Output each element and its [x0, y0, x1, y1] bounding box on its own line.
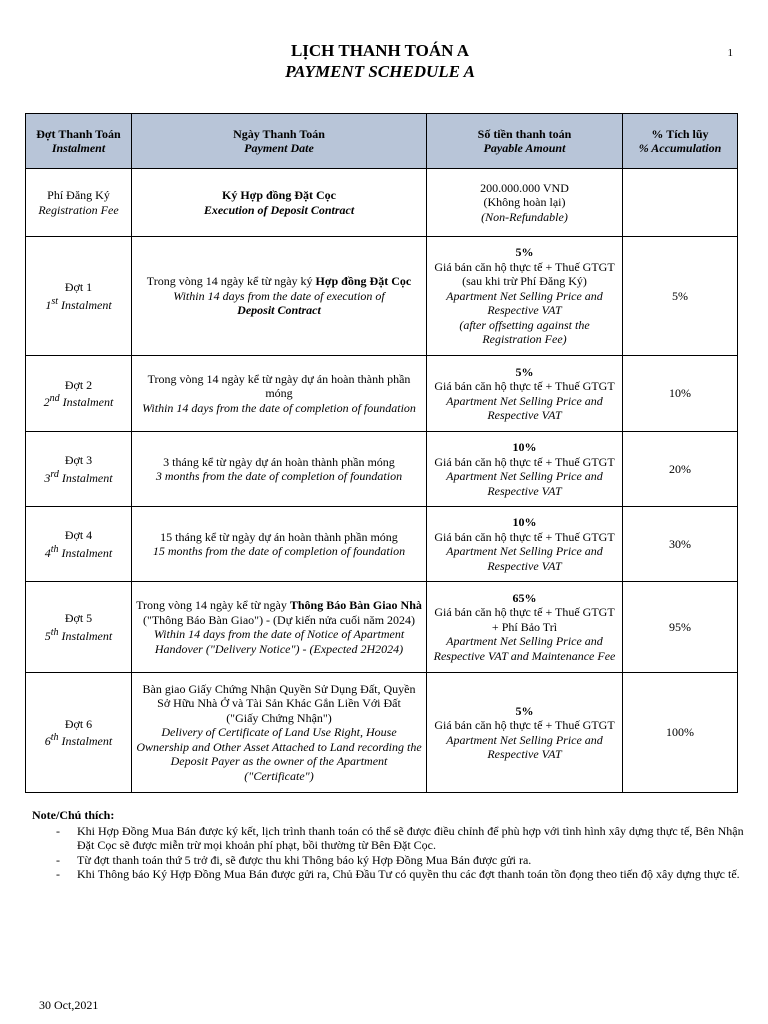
page-number: 1 — [727, 47, 733, 59]
header-payment-date-en: Payment Date — [244, 141, 314, 155]
instalment-label-vi: Đợt 1 — [64, 280, 93, 294]
payment-date-vi: Trong vòng 14 ngày kể từ ngày ký Hợp đồng Đặt Cọc — [146, 274, 412, 289]
bullet-dash: - — [56, 823, 60, 838]
payment-date-en-bold: Deposit Contract — [237, 303, 321, 318]
payment-date-cell — [132, 169, 427, 237]
instalment-label-en: 1st Instalment — [45, 295, 112, 312]
amount-desc-en: Apartment Net Selling Price and Respective VAT — [446, 469, 603, 498]
amount-desc-en: Apartment Net Selling Price and Respective VAT — [446, 732, 603, 761]
payment-date-en: Delivery of Certificate of Land Use Right, House Ownership and Other Asset Attached to Land recording the Deposit Payer as the owner of the Apartment ("Certificate") — [136, 725, 422, 783]
payable-amount-cell — [427, 582, 623, 673]
instalment-cell — [26, 356, 132, 432]
header-accumulation — [623, 114, 738, 169]
amount-desc-en: Apartment Net Selling Price and Respective VAT — [446, 393, 603, 422]
instalment-label-en: 4th Instalment — [44, 543, 113, 560]
amount-desc-en-note: (after offsetting against the Registration Fee) — [459, 317, 590, 347]
payable-amount-cell — [427, 356, 623, 432]
title-english: PAYMENT SCHEDULE A — [285, 62, 475, 81]
payment-date-en: Within 14 days from the date of execution of — [173, 288, 385, 303]
instalment-label-en: 6th Instalment — [44, 732, 113, 748]
instalment-cell — [26, 169, 132, 237]
amount-desc-en: Apartment Net Selling Price and Respective VAT — [446, 288, 603, 318]
payment-date-cell — [132, 432, 427, 507]
bullet-dash: - — [56, 867, 60, 881]
payment-date-vi: Trong vòng 14 ngày kể từ ngày Thông Báo Bàn Giao Nhà ("Thông Báo Bàn Giao") - (Dự kiến nửa cuối năm 2024) — [136, 598, 422, 627]
document-title — [0, 40, 760, 82]
note-item — [32, 824, 752, 853]
note-item — [32, 867, 752, 882]
header-accumulation-en: % Accumulation — [638, 141, 722, 155]
header-payable-amount-vi: Số tiền thanh toán — [477, 126, 572, 141]
instalment-label-vi: Đợt 3 — [64, 453, 93, 467]
payment-date-en: Within 14 days from the date of completion of foundation — [142, 400, 416, 415]
note-text: Khi Thông báo Ký Hợp Đồng Mua Bán được gửi ra, Chủ Đầu Tư có quyền thu các đợt thanh toán tồn đọng theo tiến độ xây dựng thực tế. — [77, 867, 740, 881]
payment-date-cell — [132, 582, 427, 673]
notes-heading: Note/Chú thích: — [32, 808, 115, 822]
instalment-cell — [26, 673, 132, 793]
amount-note-en: (Non-Refundable) — [481, 209, 568, 224]
payable-amount-cell — [427, 432, 623, 507]
bullet-dash: - — [56, 852, 60, 867]
payment-date-vi: Bàn giao Giấy Chứng Nhận Quyền Sử Dụng Đất, Quyền Sở Hữu Nhà Ở và Tài Sản Khác Gắn Liền Với Đất — [142, 681, 416, 711]
amount-desc-en: Apartment Net Selling Price and Respective VAT and Maintenance Fee — [433, 634, 616, 663]
payment-date-cell — [132, 356, 427, 432]
table-row-instalment-1 — [26, 237, 738, 356]
amount-percent: 5% — [515, 703, 534, 718]
amount-desc-vi-note: (sau khi trừ Phí Đăng Ký) — [462, 274, 587, 289]
table-row-instalment-3 — [26, 432, 738, 507]
payment-date-vi-note: ("Giấy Chứng Nhận") — [226, 710, 332, 725]
title-vietnamese: LỊCH THANH TOÁN A — [290, 41, 470, 60]
table-row-instalment-5 — [26, 582, 738, 673]
note-text: Từ đợt thanh toán thứ 5 trở đi, sẽ được thu khi Thông báo ký Hợp Đồng Mua Bán được gửi ra. — [77, 852, 532, 867]
payment-date-cell — [132, 237, 427, 356]
table-row-instalment-2 — [26, 356, 738, 432]
amount-desc-en: Apartment Net Selling Price and Respective VAT — [446, 544, 603, 573]
payment-date-cell — [132, 507, 427, 582]
header-payment-date-vi: Ngày Thanh Toán — [233, 126, 325, 141]
amount-percent: 65% — [512, 590, 537, 605]
header-payable-amount — [427, 114, 623, 169]
notes-list — [32, 824, 752, 882]
header-instalment-vi: Đợt Thanh Toán — [36, 126, 121, 141]
instalment-label-en: 5th Instalment — [44, 626, 113, 643]
header-instalment-en: Instalment — [51, 141, 106, 155]
instalment-cell — [26, 582, 132, 673]
instalment-label-en: 2nd Instalment — [43, 393, 114, 409]
table-header-row — [26, 114, 738, 169]
accumulation-cell: 30% — [623, 507, 738, 582]
payment-schedule-table — [25, 113, 738, 793]
accumulation-cell: 100% — [623, 673, 738, 793]
payable-amount-cell — [427, 169, 623, 237]
amount-desc-vi: Giá bán căn hộ thực tế + Thuế GTGT — [434, 454, 615, 469]
payable-amount-cell — [427, 673, 623, 793]
amount-percent: 10% — [512, 440, 537, 454]
header-payment-date — [132, 114, 427, 169]
payable-amount-cell — [427, 237, 623, 356]
amount-desc-vi: Giá bán căn hộ thực tế + Thuế GTGT — [434, 379, 615, 393]
payment-date-en: 15 months from the date of completion of foundation — [152, 544, 406, 558]
instalment-cell — [26, 432, 132, 507]
accumulation-cell — [623, 169, 738, 237]
payment-date-vi: 3 tháng kể từ ngày dự án hoàn thành phần móng — [163, 454, 395, 469]
amount-percent: 5% — [515, 364, 534, 379]
instalment-label-vi: Đợt 6 — [64, 716, 93, 731]
payment-date-vi: Ký Hợp đồng Đặt Cọc — [222, 188, 336, 202]
payable-amount-cell — [427, 507, 623, 582]
note-text: Khi Hợp Đồng Mua Bán được ký kết, lịch trình thanh toán có thể sẽ được điều chỉnh để phù hợp với tình hình xây dựng thực tế, Bên Nhận Đặt Cọc sẽ được miễn trừ mọi khoản phí phạt, bồi thường từ Bên Đặt Cọc. — [77, 823, 744, 852]
instalment-label-en: 3rd Instalment — [44, 468, 113, 485]
amount-desc-vi: Giá bán căn hộ thực tế + Thuế GTGT — [434, 529, 615, 544]
amount-note-vi: (Không hoàn lại) — [483, 195, 566, 210]
instalment-label-vi: Đợt 5 — [64, 611, 93, 625]
payment-date-cell — [132, 673, 427, 793]
header-accumulation-vi: % Tích lũy — [651, 126, 709, 141]
amount-desc-vi: Giá bán căn hộ thực tế + Thuế GTGT + Phí Bảo Trì — [434, 605, 615, 634]
instalment-label-en: Registration Fee — [38, 202, 119, 217]
header-instalment — [26, 114, 132, 169]
table-row-instalment-6 — [26, 673, 738, 793]
instalment-label-vi: Đợt 4 — [64, 528, 93, 542]
payment-date-en: 3 months from the date of completion of foundation — [155, 469, 403, 483]
table-row-registration-fee — [26, 169, 738, 237]
instalment-label-vi: Phí Đăng Ký — [47, 188, 110, 202]
amount-value: 200.000.000 VND — [480, 180, 569, 195]
table-row-instalment-4 — [26, 507, 738, 582]
header-payable-amount-en: Payable Amount — [483, 141, 566, 155]
payment-date-vi: 15 tháng kể từ ngày dự án hoàn thành phần móng — [160, 529, 398, 544]
note-item — [32, 853, 752, 868]
notes-section — [32, 808, 752, 882]
amount-percent: 5% — [515, 245, 534, 260]
accumulation-cell: 95% — [623, 582, 738, 673]
amount-desc-vi: Giá bán căn hộ thực tế + Thuế GTGT — [434, 259, 615, 274]
instalment-label-vi: Đợt 2 — [64, 377, 93, 392]
amount-percent: 10% — [512, 515, 537, 529]
amount-desc-vi: Giá bán căn hộ thực tế + Thuế GTGT — [434, 718, 615, 732]
payment-date-en: Within 14 days from the date of Notice of Apartment Handover ("Delivery Notice") - (Expected 2H2024) — [153, 627, 405, 656]
accumulation-cell: 20% — [623, 432, 738, 507]
payment-date-vi: Trong vòng 14 ngày kể từ ngày dự án hoàn thành phần móng — [147, 371, 411, 401]
instalment-cell — [26, 507, 132, 582]
payment-date-en: Execution of Deposit Contract — [203, 202, 355, 217]
instalment-cell — [26, 237, 132, 356]
accumulation-cell: 10% — [623, 356, 738, 432]
footer-date: 30 Oct,2021 — [39, 998, 99, 1012]
accumulation-cell: 5% — [623, 237, 738, 356]
